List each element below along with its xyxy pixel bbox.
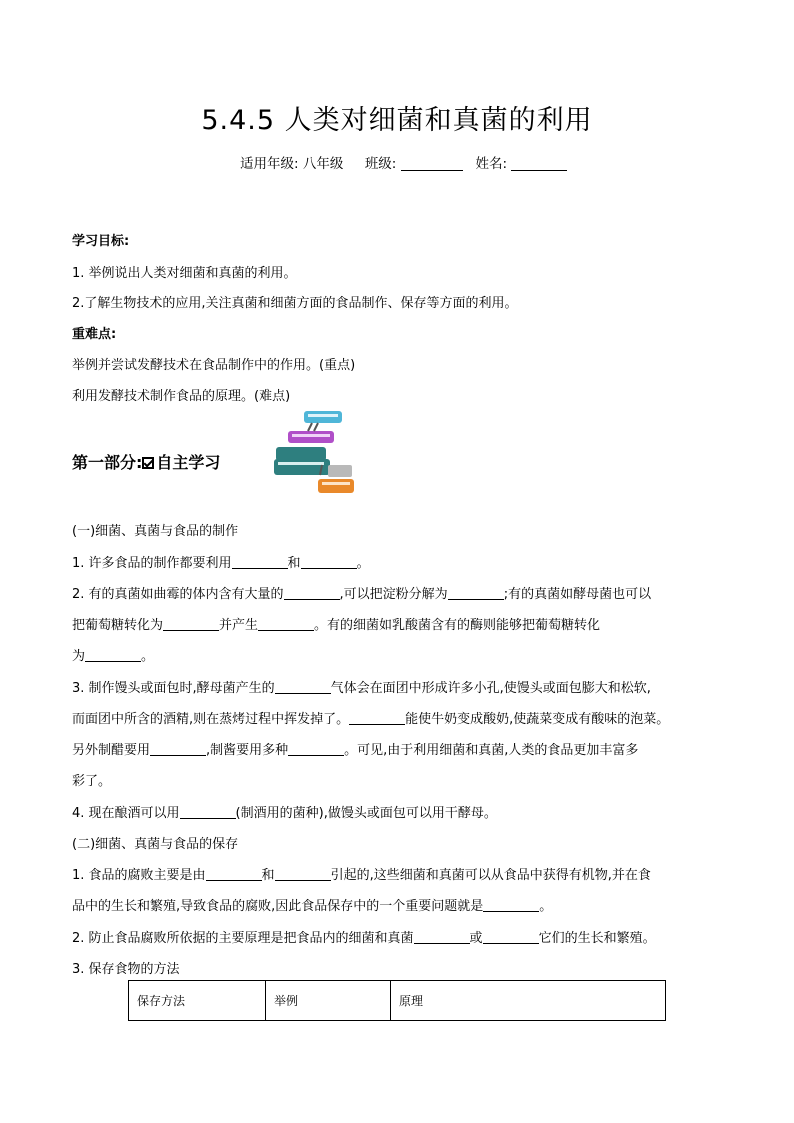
answer-blank[interactable] bbox=[483, 931, 539, 944]
answer-blank[interactable] bbox=[232, 556, 288, 569]
answer-blank[interactable] bbox=[275, 681, 331, 694]
section-two-heading: (二)细菌、真菌与食品的保存 bbox=[72, 837, 239, 852]
question-line: 2. 有的真菌如曲霉的体内含有大量的 ,可以把淀粉分解为 ;有的真菌如酵母菌也可以 bbox=[72, 587, 652, 602]
question-line: 1. 许多食品的制作都要利用 和 。 bbox=[72, 556, 370, 571]
page-title: 5.4.5 人类对细菌和真菌的利用 bbox=[201, 105, 593, 136]
section-one-heading: (一)细菌、真菌与食品的制作 bbox=[72, 524, 239, 539]
books-illustration-icon bbox=[274, 405, 360, 497]
answer-blank[interactable] bbox=[206, 868, 262, 881]
question-line: 2. 防止食品腐败所依据的主要原理是把食品内的细菌和真菌 或 它们的生长和繁殖。 bbox=[72, 931, 656, 946]
key-point-item: 举例并尝试发酵技术在食品制作中的作用。(重点) bbox=[72, 358, 356, 373]
objective-item: 1. 举例说出人类对细菌和真菌的利用。 bbox=[72, 266, 297, 281]
part-one-heading bbox=[72, 450, 220, 473]
answer-blank[interactable] bbox=[288, 743, 344, 756]
answer-blank[interactable] bbox=[150, 743, 206, 756]
question-line: 彩了。 bbox=[72, 774, 112, 789]
table-header-method: 保存方法 bbox=[129, 981, 266, 1021]
answer-blank[interactable] bbox=[275, 868, 331, 881]
answer-blank[interactable] bbox=[483, 899, 539, 912]
class-label: 班级: bbox=[364, 156, 397, 172]
answer-blank[interactable] bbox=[414, 931, 470, 944]
table-header-example: 举例 bbox=[266, 981, 391, 1021]
key-point-item: 利用发酵技术制作食品的原理。(难点) bbox=[72, 389, 291, 404]
preservation-table bbox=[128, 980, 666, 1021]
answer-blank[interactable] bbox=[85, 649, 141, 662]
answer-blank[interactable] bbox=[284, 587, 340, 600]
name-blank[interactable] bbox=[511, 156, 567, 171]
part-one-label: 第一部分: bbox=[72, 453, 143, 472]
book-teal-top bbox=[276, 447, 326, 461]
answer-blank[interactable] bbox=[349, 712, 405, 725]
question-line: 3. 保存食物的方法 bbox=[72, 962, 180, 977]
question-line: 而面团中所含的酒精,则在蒸烤过程中挥发掉了。 能使牛奶变成酸奶,使蔬菜变成有酸味的泡菜。 bbox=[72, 712, 670, 727]
question-line: 把葡萄糖转化为 并产生 。有的细菌如乳酸菌含有的酶则能够把葡萄糖转化 bbox=[72, 618, 601, 633]
meta-line bbox=[240, 152, 567, 172]
answer-blank[interactable] bbox=[258, 618, 314, 631]
answer-blank[interactable] bbox=[180, 806, 236, 819]
question-line: 4. 现在酿酒可以用 (制酒用的菌种),做馒头或面包可以用干酵母。 bbox=[72, 806, 497, 821]
answer-blank[interactable] bbox=[301, 556, 357, 569]
table-header-principle: 原理 bbox=[391, 981, 666, 1021]
key-points-heading: 重难点: bbox=[72, 327, 117, 342]
objective-item: 2.了解生物技术的应用,关注真菌和细菌方面的食品制作、保存等方面的利用。 bbox=[72, 296, 518, 311]
grade-label: 适用年级: 八年级 bbox=[240, 156, 344, 172]
question-line: 品中的生长和繁殖,导致食品的腐败,因此食品保存中的一个重要问题就是 。 bbox=[72, 899, 553, 914]
part-one-title: 自主学习 bbox=[156, 453, 221, 472]
question-line: 另外制醋要用 ,制酱要用多种 。可见,由于利用细菌和真菌,人类的食品更加丰富多 bbox=[72, 743, 639, 758]
objectives-heading: 学习目标: bbox=[72, 234, 130, 249]
answer-blank[interactable] bbox=[448, 587, 504, 600]
answer-blank[interactable] bbox=[163, 618, 219, 631]
question-line: 为 。 bbox=[72, 649, 155, 664]
question-line: 3. 制作馒头或面包时,酵母菌产生的 气体会在面团中形成许多小孔,使馒头或面包膨大和松软, bbox=[72, 681, 651, 696]
table-row bbox=[129, 981, 666, 1021]
question-line: 1. 食品的腐败主要是由 和 引起的,这些细菌和真菌可以从食品中获得有机物,并在食 bbox=[72, 868, 651, 883]
book-gray bbox=[328, 465, 352, 477]
checkbox-icon bbox=[142, 457, 154, 469]
class-blank[interactable] bbox=[401, 156, 463, 171]
book-orange bbox=[318, 479, 354, 493]
name-label: 姓名: bbox=[475, 156, 508, 172]
